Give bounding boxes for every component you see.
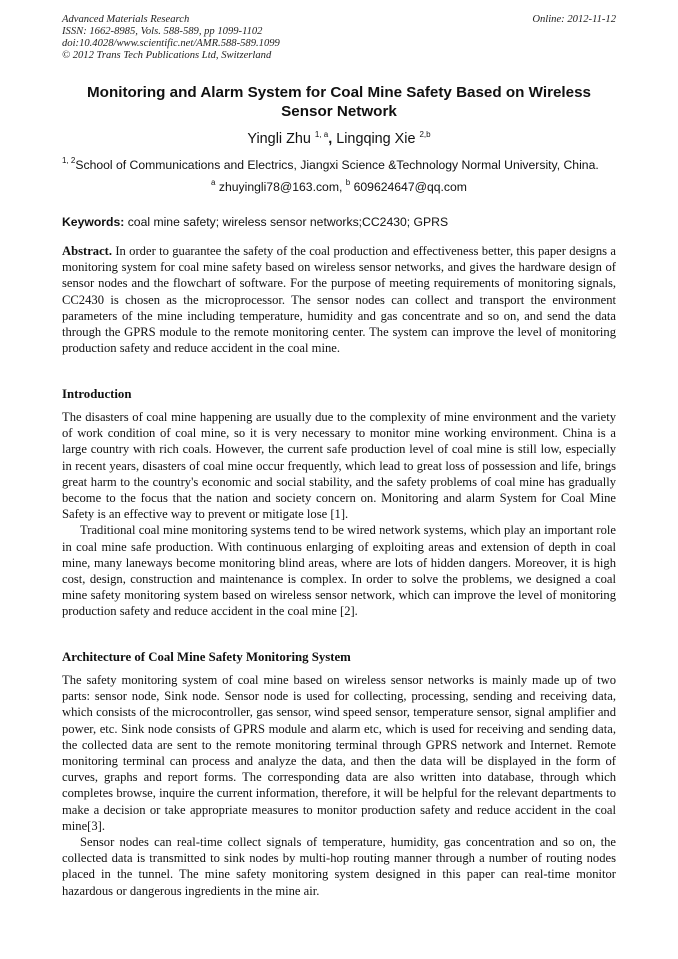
keywords-label: Keywords:: [62, 215, 125, 229]
paragraph: Traditional coal mine monitoring systems tend to be wired network systems, which play an important role in coal mine safe production. With continuous enlarging of exploiting areas and extension of depth in coal mine, many laneways become monitoring blind areas, where are lots of hidden dangers. Moreover, it is high cost, design, construction and maintenance is complex. In order to solve the problems, we designed a coal mine safety monitoring system based on wireless sensor network, which can improve the level of monitoring production safety and reduce accident in the coal mine [2].: [62, 523, 616, 619]
author-2-name: Lingqing Xie: [336, 131, 416, 147]
paragraph: Sensor nodes can real-time collect signals of temperature, humidity, gas concentration and so on, the collected data is transmitted to sink nodes by multi-hop routing manner through a number of routing nodes placed in the tunnel. The mine safety monitoring system designed in this paper can real-time monitor hazardous or dangerous ingredients in the mine air.: [62, 835, 616, 898]
author-separator: ,: [328, 131, 337, 147]
email-1: zhuyingli78@163.com,: [215, 180, 346, 194]
affiliation-sup: 1, 2: [62, 156, 76, 165]
author-1-sup: 1, a: [314, 130, 329, 139]
abstract-label: Abstract.: [62, 244, 113, 258]
title-line-2: Sensor Network: [281, 103, 397, 120]
journal-name: Advanced Materials Research: [62, 14, 190, 25]
abstract-text: In order to guarantee the safety of the coal production and effectiveness better, this paper designs a monitoring system for coal mine safety based on wireless sensor networks, and gives the hardware design of sensor nodes and the flowchart of software. For the purpose of meeting requirements of monitoring signals, CC2430 is chosen as the microprocessor. The sensor nodes can collect and transport the environment parameters of the mine including temperature, humidity and gas concentrate and so on, and send the data through the GPRS module to the remote monitoring center. The system can improve the level of monitoring production safety and reduce accident in the coal mine.: [62, 244, 616, 356]
author-1-name: Yingli Zhu: [247, 131, 311, 147]
email-1-sup: a: [211, 178, 216, 187]
journal-doi: doi:10.4028/www.scientific.net/AMR.588-589.1099: [62, 38, 280, 49]
architecture-body: [62, 672, 616, 899]
author-2-sup: 2,b: [419, 130, 431, 139]
abstract: [62, 243, 616, 356]
email-2-sup: b: [345, 178, 351, 187]
affiliation: [62, 157, 616, 173]
paragraph: The disasters of coal mine happening are usually due to the complexity of mine environment and the variety of work condition of coal mine, so it is very necessary to monitor mine working environment. China is a large country with rich coals. However, the current safe production level of coal mine is still low, especially in recent years, disasters of coal mine occur frequently, which lead to great loss of possession and life, brings great harm to the country's economic and social stability, and the safety problems of coal mine has gradually become to the focus that the nation and society concern on. Monitoring and alarm System for Coal Mine Safety is an effective way to prevent or mitigate lose [1].: [62, 410, 616, 522]
journal-header: [62, 14, 616, 62]
email-line: [62, 179, 616, 195]
section-heading-introduction: Introduction: [62, 387, 132, 401]
journal-issn: ISSN: 1662-8985, Vols. 588-589, pp 1099-1102: [62, 26, 263, 37]
title-line-1: Monitoring and Alarm System for Coal Mine Safety Based on Wireless: [87, 84, 591, 101]
author-line: [62, 130, 616, 148]
section-heading-architecture: Architecture of Coal Mine Safety Monitoring System: [62, 650, 351, 664]
journal-copyright: © 2012 Trans Tech Publications Ltd, Switzerland: [62, 50, 272, 61]
paragraph: The safety monitoring system of coal mine based on wireless sensor networks is mainly made up of two parts: sensor node, Sink node. Sensor node is used for collecting, processing, sending and receiving data, which consists of the microcontroller, gas sensor, wind speed sensor, temperature sensor, signal amplifier and power, etc. Sink node consists of GPRS module and alarm etc, which is used for receiving and sending data, the collected data are sent to the remote monitoring terminal through GPRS network and Internet. Remote monitoring terminal can process and analyze the data, and then the data will be displayed in the form of curves, graphs and report forms. The corresponding data are also written into database, through which completes browse, inquire the current information, therefore, it will be helpful for the relevant departments to make a decision or take appropriate measures to monitor production safety and reduce accident in the coal mine[3].: [62, 673, 616, 833]
keywords: [62, 214, 616, 230]
affiliation-text: School of Communications and Electrics, Jiangxi Science &Technology Normal University, China.: [75, 158, 599, 172]
introduction-body: [62, 409, 616, 620]
email-2: 609624647@qq.com: [350, 180, 467, 194]
online-date: Online: 2012-11-12: [532, 14, 616, 25]
paper-title: [62, 83, 616, 121]
keywords-text: coal mine safety; wireless sensor networks;CC2430; GPRS: [124, 215, 449, 229]
